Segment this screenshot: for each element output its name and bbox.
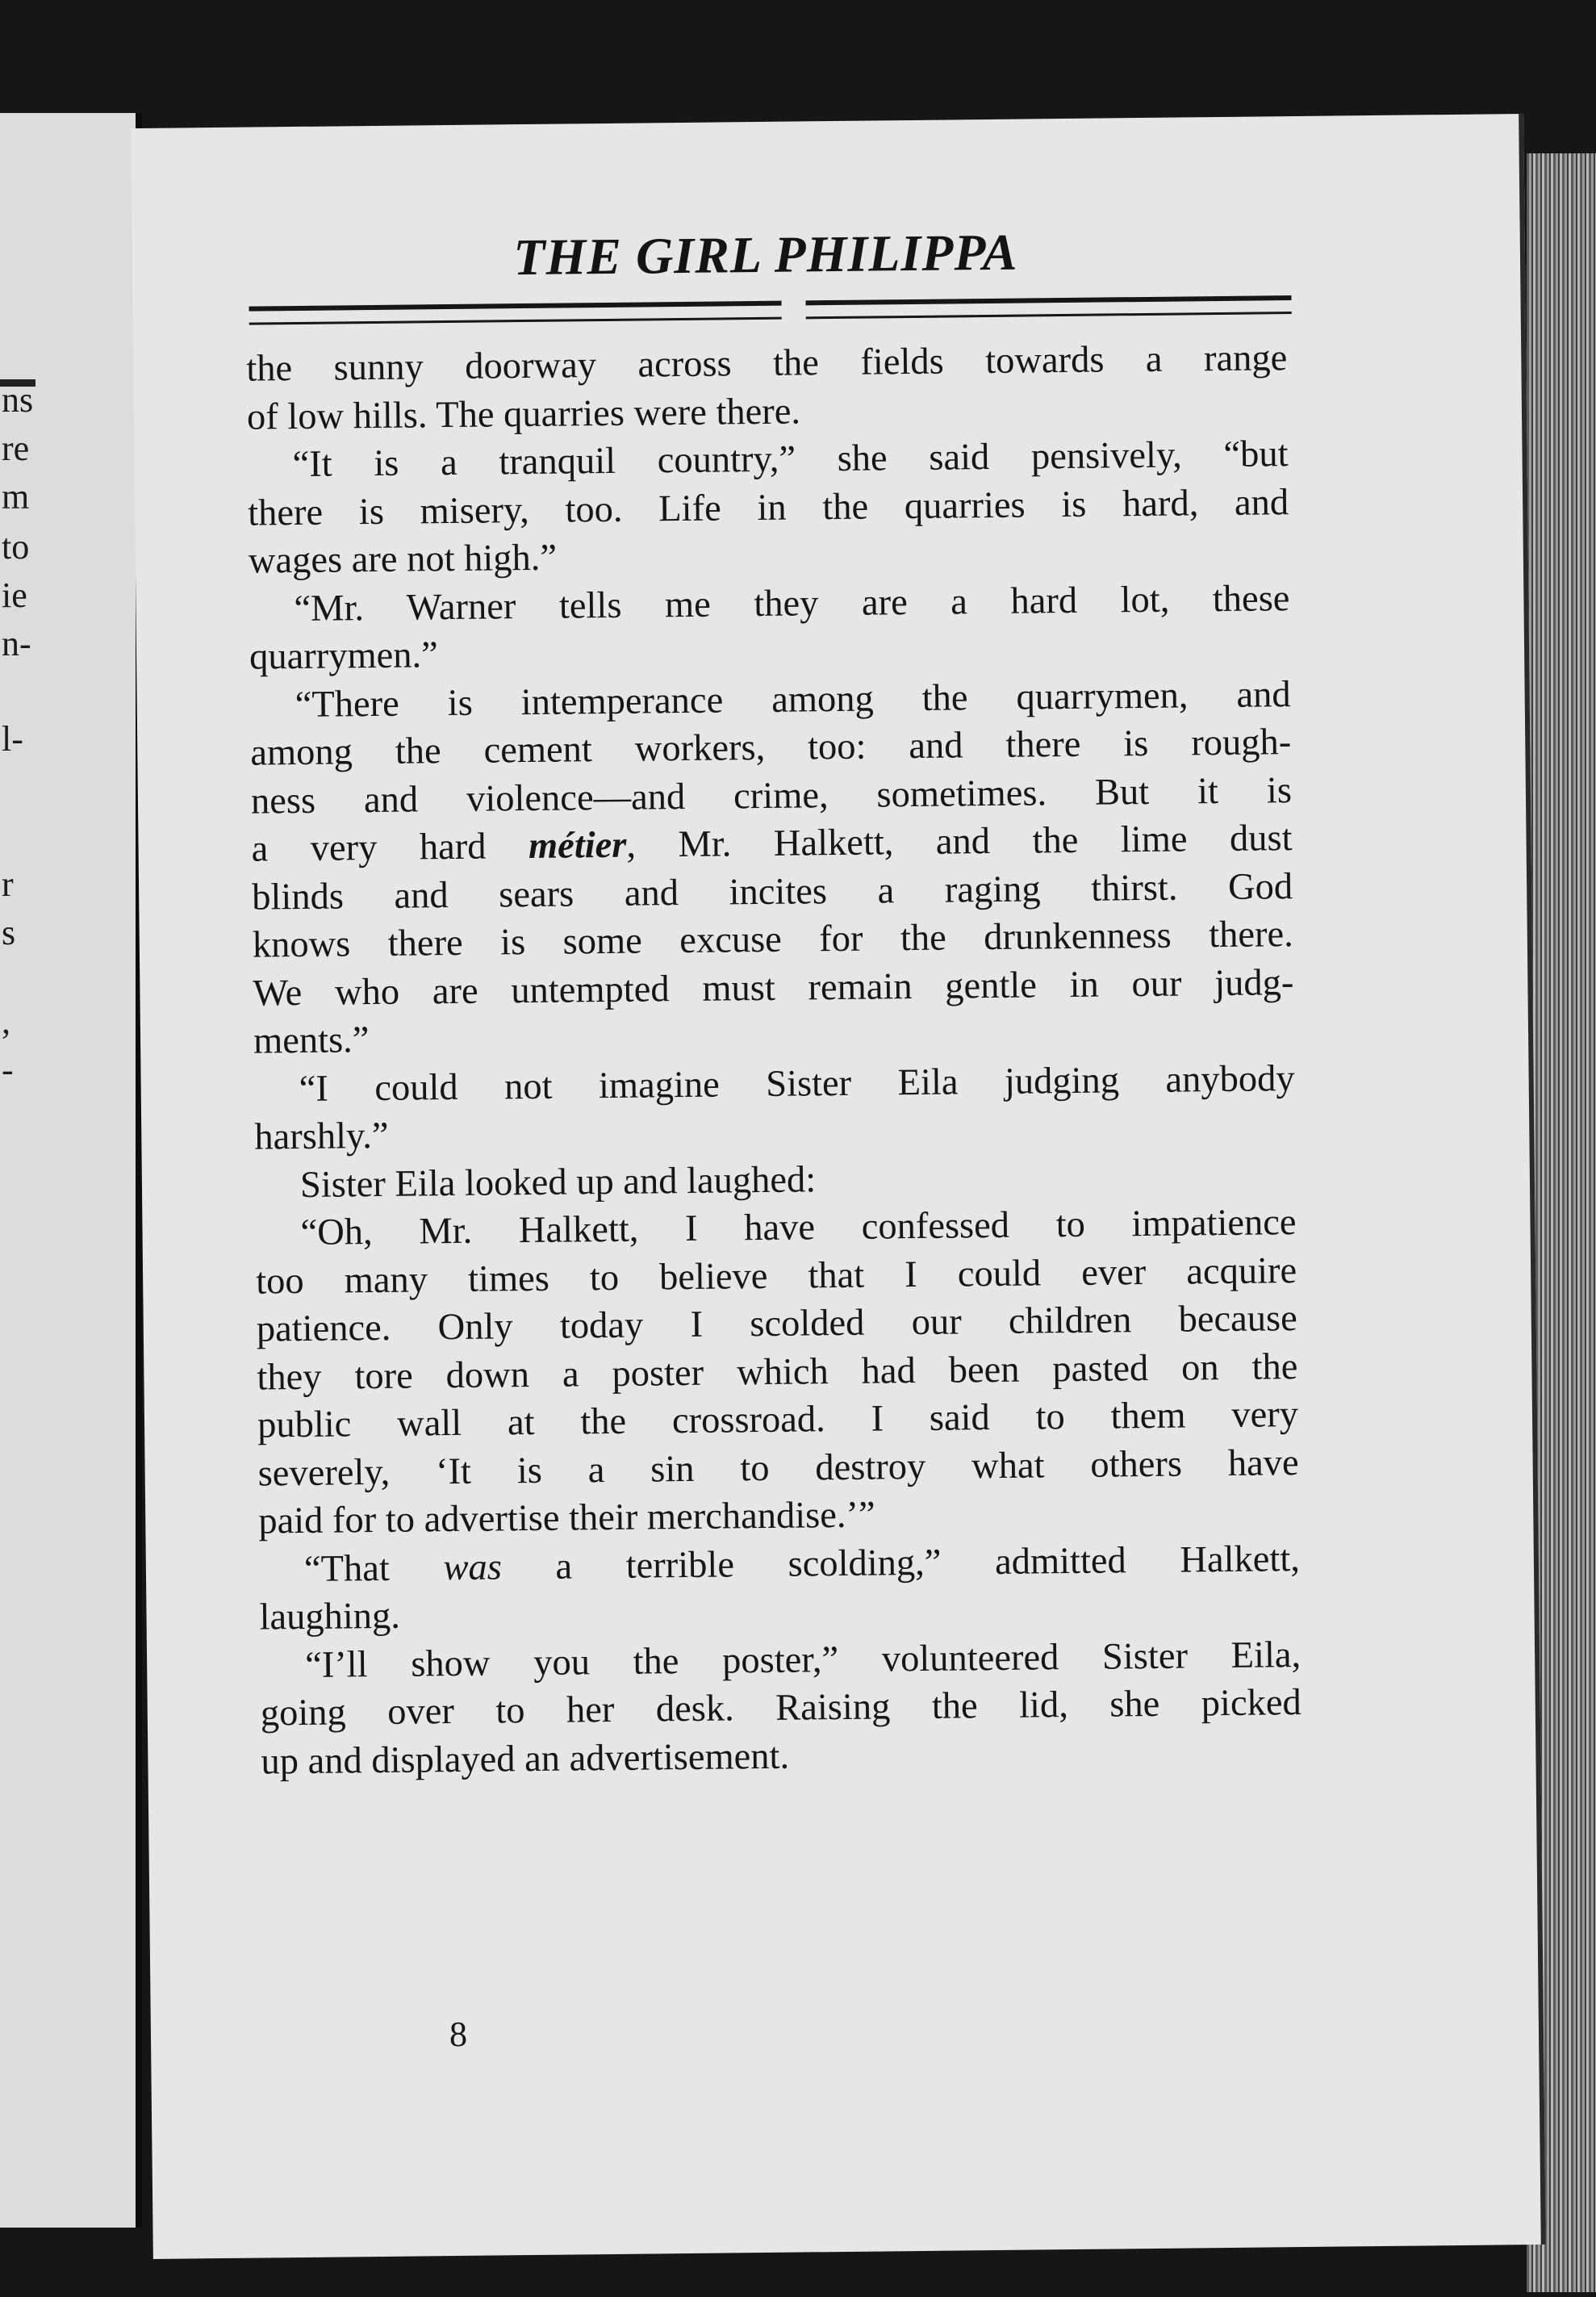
text-line: there is misery, too. Life in the quarries is hard, and: [247, 481, 1289, 534]
facing-page-fragment: s: [2, 913, 16, 952]
text-line: “I’ll show you the poster,” volunteered Sister Eila,: [304, 1634, 1301, 1686]
facing-page-fragment: ,: [2, 1002, 10, 1041]
facing-page: [0, 113, 142, 2228]
text-line: laughing.: [259, 1595, 401, 1638]
running-head: THE GIRL PHILIPPA: [513, 223, 1018, 287]
text-line: the sunny doorway across the fields towards a range: [246, 337, 1288, 390]
text-line: “It is a tranquil country,” she said pensively, “but: [292, 433, 1289, 486]
book-page: [131, 114, 1546, 2259]
text-line: up and displayed an advertisement.: [261, 1735, 790, 1783]
header-rule-left: [249, 301, 782, 325]
text-line: Sister Eila looked up and laughed:: [299, 1158, 817, 1206]
page-number: 8: [449, 2014, 468, 2055]
text-line: paid for to advertise their merchandise.’”: [258, 1494, 875, 1542]
text-line: knows there is some excuse for the drunkenness there.: [252, 914, 1294, 966]
text-line: We who are untempted must remain gentle in our judg-: [253, 961, 1294, 1015]
facing-page-fragment: re: [2, 429, 30, 468]
text-line: a very hard métier, Mr. Halkett, and the lime dust: [251, 818, 1293, 870]
text-line: severely, ‘It is a sin to destroy what others have: [257, 1441, 1299, 1495]
text-line: “There is intemperance among the quarrymen, and: [295, 673, 1291, 726]
text-line: they tore down a poster which had been pasted on the: [257, 1345, 1298, 1399]
text-line: “That was a terrible scolding,” admitted Halkett,: [303, 1538, 1301, 1590]
facing-page-fragment: ns: [2, 380, 34, 420]
facing-page-fragment: r: [2, 864, 14, 904]
text-line: blinds and sears and incites a raging thirst. God: [251, 865, 1293, 918]
facing-page-fragment: ie: [2, 575, 27, 615]
text-line: “I could not imagine Sister Eila judging anybody: [299, 1057, 1295, 1110]
text-line: patience. Only today I scolded our children because: [256, 1298, 1298, 1350]
text-line: going over to her desk. Raising the lid, she picked: [260, 1682, 1301, 1734]
page-body-text: [246, 334, 1302, 1785]
text-line: quarrymen.”: [249, 634, 439, 678]
text-line: ness and violence—and crime, sometimes. But it is: [250, 769, 1293, 822]
facing-page-fragment: to: [2, 527, 30, 567]
text-line: wages are not high.”: [248, 537, 558, 582]
facing-page-fragment: n-: [2, 624, 31, 663]
header-rule-right: [806, 295, 1292, 319]
text-line: harshly.”: [254, 1115, 389, 1158]
text-line: too many times to believe that I could ever acquire: [255, 1249, 1297, 1303]
facing-page-fragment: l-: [2, 719, 23, 759]
facing-page-fragment: m: [2, 477, 30, 517]
text-line: public wall at the crossroad. I said to them very: [257, 1394, 1299, 1446]
text-line: among the cement workers, too: and there is rough-: [250, 722, 1292, 774]
text-line: of low hills. The quarries were there.: [246, 390, 801, 438]
text-line: “Oh, Mr. Halkett, I have confessed to impatience: [300, 1202, 1297, 1253]
facing-page-fragment: -: [2, 1050, 14, 1090]
text-line: ments.”: [253, 1019, 370, 1062]
text-line: “Mr. Warner tells me they are a hard lot, these: [294, 577, 1290, 630]
